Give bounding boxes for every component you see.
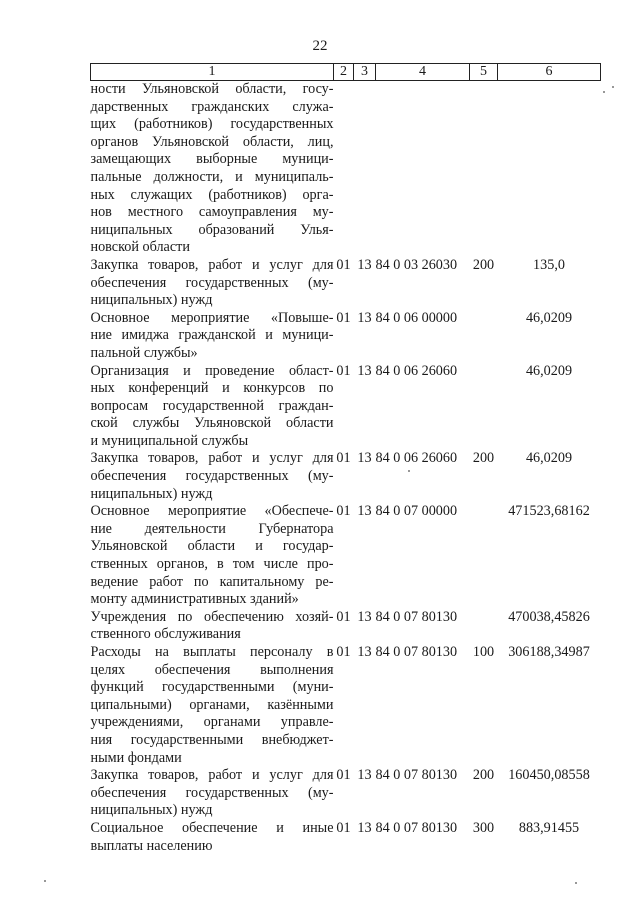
row-amount: 46,0209 bbox=[525, 362, 573, 379]
row-target-article: 84 0 06 26060 bbox=[375, 362, 458, 379]
row-expense-type: 200 bbox=[472, 256, 495, 273]
column-header-target-article: 4 bbox=[376, 64, 470, 81]
table-row bbox=[91, 644, 601, 767]
row-amount: 883,91455 bbox=[518, 819, 580, 836]
row-name-line: новской области bbox=[90, 239, 190, 256]
row-name-line: ными фондами bbox=[90, 749, 182, 766]
row-amount: 470038,45826 bbox=[508, 608, 590, 625]
row-name-line: ности Ульяновской области, госу- bbox=[90, 81, 334, 97]
row-target-article: 84 0 07 80130 bbox=[375, 608, 458, 625]
row-name-line: ние имиджа гражданской и муници- bbox=[90, 327, 334, 344]
row-section: 01 bbox=[336, 450, 351, 467]
row-name-line: Социальное обеспечение и иные bbox=[90, 819, 334, 836]
row-name-line: щих (работников) государственных bbox=[90, 116, 334, 133]
table-row bbox=[91, 767, 601, 820]
row-name-line: выплаты населению bbox=[90, 837, 213, 854]
row-target-article: 84 0 07 80130 bbox=[375, 644, 458, 660]
row-name bbox=[91, 820, 334, 855]
row-name-line: обеспечения государственных (му- bbox=[90, 468, 334, 485]
row-section: 01 bbox=[336, 819, 351, 836]
budget-table bbox=[90, 63, 601, 855]
row-name bbox=[91, 644, 334, 767]
row-target-article bbox=[376, 81, 470, 257]
row-amount: 135,0 bbox=[533, 256, 565, 273]
row-section: 01 bbox=[336, 362, 351, 379]
row-target-article: 84 0 07 00000 bbox=[375, 503, 458, 520]
scan-speck bbox=[44, 880, 46, 882]
row-expense-type bbox=[470, 609, 498, 644]
row-name-line: Ульяновской области и государ- bbox=[90, 538, 334, 555]
row-name-line: ниципальных) нужд bbox=[90, 485, 213, 502]
row-subsection: 13 bbox=[357, 309, 372, 326]
row-name-line: нов местного самоуправления му- bbox=[90, 204, 334, 221]
row-name-line: Расходы на выплаты персоналу в bbox=[90, 644, 334, 660]
row-expense-type bbox=[470, 81, 498, 257]
row-target-article: 84 0 07 80130 bbox=[375, 767, 458, 784]
row-name bbox=[91, 81, 334, 257]
row-target-article: 84 0 06 00000 bbox=[375, 309, 458, 326]
row-name-line: ных конференций и конкурсов по bbox=[90, 380, 334, 397]
row-amount: 46,0209 bbox=[525, 450, 573, 467]
row-subsection: 13 bbox=[357, 503, 372, 520]
row-target-article: 84 0 07 80130 bbox=[375, 819, 458, 836]
row-subsection bbox=[354, 81, 376, 257]
row-name-line: ственных органов, в том числе про- bbox=[90, 556, 334, 573]
scan-speck bbox=[603, 91, 605, 93]
row-amount: 471523,68162 bbox=[508, 503, 590, 520]
row-name-line: целях обеспечения выполнения bbox=[90, 661, 334, 678]
column-header-subsection: 3 bbox=[354, 64, 376, 81]
column-header-amount: 6 bbox=[498, 64, 601, 81]
table-row bbox=[91, 820, 601, 855]
row-name bbox=[91, 257, 334, 310]
row-expense-type bbox=[470, 310, 498, 363]
header-row bbox=[91, 64, 601, 81]
row-subsection: 13 bbox=[357, 644, 372, 660]
row-subsection: 13 bbox=[357, 608, 372, 625]
row-amount: 160450,08558 bbox=[508, 767, 590, 784]
row-name-line: органов Ульяновской области, лиц, bbox=[90, 133, 334, 150]
row-section: 01 bbox=[336, 309, 351, 326]
row-name bbox=[91, 609, 334, 644]
row-section: 01 bbox=[336, 644, 351, 660]
row-name-line: ние деятельности Губернатора bbox=[90, 520, 334, 537]
column-header-section: 2 bbox=[334, 64, 354, 81]
row-name-line: монту административных зданий» bbox=[90, 591, 299, 608]
row-name-line: ниципальных образований Улья- bbox=[90, 221, 334, 238]
row-name-line: обеспечения государственных (му- bbox=[90, 274, 334, 291]
row-name bbox=[91, 363, 334, 451]
row-target-article: 84 0 06 26060 bbox=[375, 450, 458, 467]
row-name-line: и муниципальной службы bbox=[90, 432, 249, 449]
table-row bbox=[91, 503, 601, 609]
table-row bbox=[91, 450, 601, 503]
row-subsection: 13 bbox=[357, 767, 372, 784]
row-expense-type: 200 bbox=[472, 767, 495, 784]
row-expense-type bbox=[470, 363, 498, 451]
row-name-line: ниципальных) нужд bbox=[90, 292, 213, 309]
row-subsection: 13 bbox=[357, 450, 372, 467]
row-expense-type: 100 bbox=[472, 644, 495, 660]
row-name-line: ципальными) органами, казёнными bbox=[90, 696, 334, 713]
row-name-line: Основное мероприятие «Обеспече- bbox=[90, 503, 334, 520]
table-body bbox=[91, 81, 601, 856]
row-name-line: ниципальных) нужд bbox=[90, 802, 213, 819]
row-section: 01 bbox=[336, 256, 351, 273]
row-subsection: 13 bbox=[357, 819, 372, 836]
table-row bbox=[91, 257, 601, 310]
scan-speck bbox=[408, 470, 410, 472]
scan-speck bbox=[612, 86, 614, 88]
row-amount bbox=[498, 81, 601, 257]
row-name-line: Закупка товаров, работ и услуг для bbox=[90, 450, 334, 467]
row-subsection: 13 bbox=[357, 256, 372, 273]
row-name-line: вопросам государственной граждан- bbox=[90, 397, 334, 414]
row-name-line: замещающих выборные муници- bbox=[90, 151, 334, 168]
table-header bbox=[91, 64, 601, 81]
row-section: 01 bbox=[336, 503, 351, 520]
table-row bbox=[91, 363, 601, 451]
row-name-line: Основное мероприятие «Повыше- bbox=[90, 309, 334, 326]
row-name-line: Организация и проведение област- bbox=[90, 362, 334, 379]
row-name bbox=[91, 310, 334, 363]
table-row bbox=[91, 609, 601, 644]
table-row bbox=[91, 81, 601, 257]
row-name-line: обеспечения государственных (му- bbox=[90, 784, 334, 801]
column-header-name: 1 bbox=[91, 64, 334, 81]
row-name-line: пальной службы» bbox=[90, 344, 198, 361]
row-expense-type: 300 bbox=[472, 819, 495, 836]
scan-speck bbox=[575, 882, 577, 884]
row-section: 01 bbox=[336, 767, 351, 784]
row-name-line: пальные должности, и муниципаль- bbox=[90, 168, 334, 185]
row-section bbox=[334, 81, 354, 257]
row-subsection: 13 bbox=[357, 362, 372, 379]
row-target-article: 84 0 03 26030 bbox=[375, 256, 458, 273]
row-name-line: ведение работ по капитальному ре- bbox=[90, 573, 334, 590]
row-name-line: учреждениями, органами управле- bbox=[90, 714, 334, 731]
row-name bbox=[91, 767, 334, 820]
column-header-expense-type: 5 bbox=[470, 64, 498, 81]
row-expense-type: 200 bbox=[472, 450, 495, 467]
row-name bbox=[91, 503, 334, 609]
row-amount: 46,0209 bbox=[525, 309, 573, 326]
row-name-line: Закупка товаров, работ и услуг для bbox=[90, 256, 334, 273]
row-name-line: Закупка товаров, работ и услуг для bbox=[90, 767, 334, 784]
row-name-line: ственного обслуживания bbox=[90, 626, 241, 643]
row-name-line: Учреждения по обеспечению хозяй- bbox=[90, 608, 334, 625]
row-name-line: ской службы Ульяновской области bbox=[90, 415, 334, 432]
row-name-line: дарственных гражданских служа- bbox=[90, 98, 334, 115]
page-number: 22 bbox=[312, 38, 328, 54]
row-name-line: ния государственными внебюджет- bbox=[90, 731, 334, 748]
row-name-line: ных служащих (работников) орга- bbox=[90, 186, 334, 203]
row-amount: 306188,34987 bbox=[508, 644, 590, 660]
row-expense-type bbox=[470, 503, 498, 609]
row-section: 01 bbox=[336, 608, 351, 625]
row-name bbox=[91, 450, 334, 503]
table-row bbox=[91, 310, 601, 363]
row-name-line: функций государственными (муни- bbox=[90, 679, 334, 696]
